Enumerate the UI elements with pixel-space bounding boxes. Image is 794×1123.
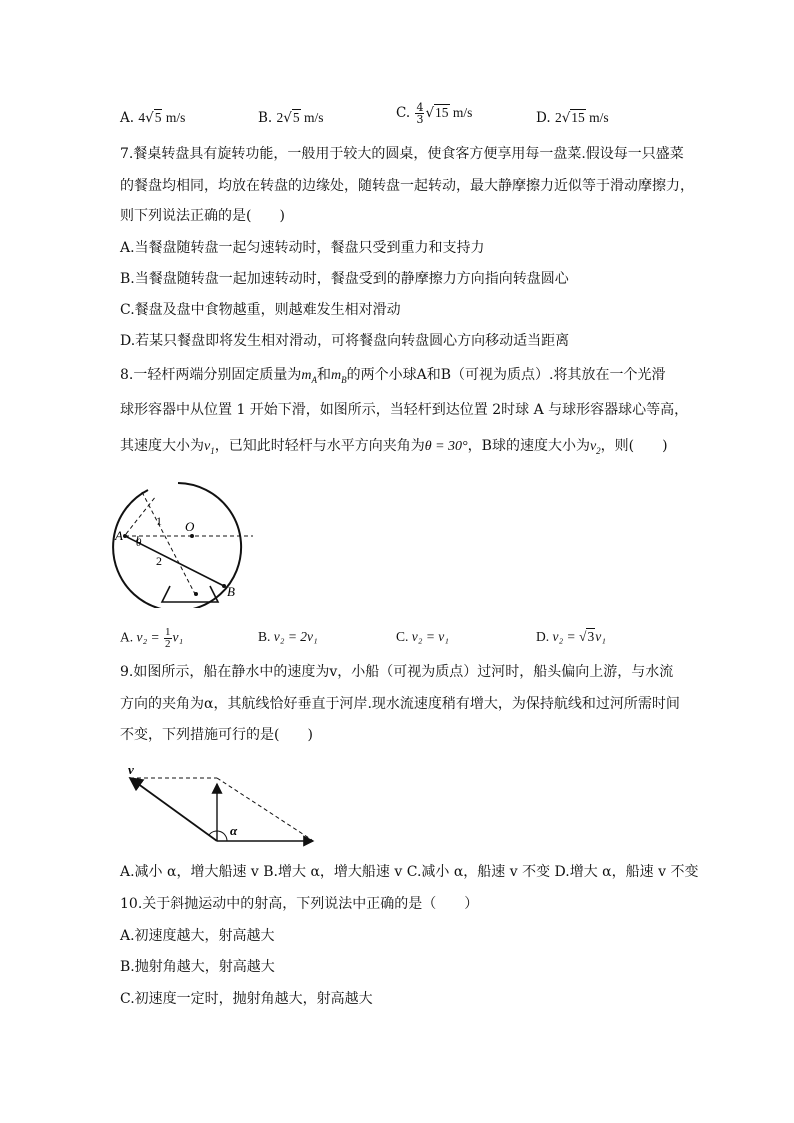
option-expression: v₁ <box>595 629 606 644</box>
label-1: 1 <box>156 514 162 528</box>
label-b: B <box>227 584 235 599</box>
angle-equation: θ = 30° <box>424 439 468 454</box>
radicand: 15 <box>571 110 585 125</box>
fraction <box>164 627 172 650</box>
option-label: C. <box>396 629 412 644</box>
q6-option-a <box>120 108 185 128</box>
ball-b-point <box>222 584 226 588</box>
q9-stem-line-3: 不变，下列措施可行的是( ) <box>120 727 313 743</box>
option-label: A. <box>120 629 137 645</box>
bottom-point <box>194 592 198 596</box>
q7-option-c: C.餐盘及盘中食物越重，则越难发生相对滑动 <box>120 302 401 318</box>
stem-text: ，则( ) <box>600 438 668 454</box>
q7-stem-line-2: 的餐盘均相同，均放在转盘的边缘处，随转盘一起转动，最大静摩擦力近似等于滑动摩擦力， <box>120 178 694 194</box>
sqrt-sign: √ <box>283 110 292 126</box>
coefficient: 2 <box>554 110 562 125</box>
q8-option-a <box>120 627 183 650</box>
stem-text: ，已知此时轻杆与水平方向夹角为 <box>214 438 425 454</box>
fraction-numerator: 1 <box>165 626 171 638</box>
radicand: 15 <box>435 105 449 120</box>
label-a: A <box>115 528 123 543</box>
stem-text: 的两个小球A和B（可视为质点）.将其放在一个光滑 <box>346 367 666 383</box>
q6-option-c <box>396 102 472 125</box>
coefficient: 4 <box>138 110 146 125</box>
option-label: C. <box>396 105 415 121</box>
option-expression: v₂ = 2v₁ <box>273 629 318 644</box>
q10-stem: 10.关于斜抛运动中的射高，下列说法中正确的是（ ） <box>120 896 479 912</box>
q8-option-c <box>396 627 449 647</box>
option-label: D. <box>536 629 553 644</box>
radicand: 5 <box>292 110 300 125</box>
q10-option-a: A.初速度越大，射高越大 <box>120 928 275 944</box>
center-point <box>190 534 194 538</box>
q7-stem-line-1: 7.餐桌转盘具有旋转功能，一般用于较大的圆桌，使食客方便享用每一盘菜.假设每一只盛菜 <box>120 146 684 162</box>
ball-a-point <box>123 534 127 538</box>
velocity-symbol: v <box>204 439 211 454</box>
option-label: A. <box>120 110 139 126</box>
stem-text: 其速度大小为 <box>120 438 204 454</box>
q10-option-c: C.初速度一定时，抛射角越大，射高越大 <box>120 991 373 1007</box>
unit: m/s <box>449 105 473 120</box>
q8-option-b <box>258 627 318 647</box>
q9-stem-line-1: 9.如图所示，船在静水中的速度为v，小船（可视为质点）过河时，船头偏向上游，与水流 <box>120 664 674 680</box>
velocity-diagram <box>118 762 328 852</box>
radicand: 5 <box>154 110 162 125</box>
stem-text: ，B球的速度大小为 <box>467 438 590 454</box>
velocity-symbol: v <box>589 439 597 454</box>
option-expression: v₂ = <box>552 629 580 644</box>
q6-option-b <box>258 108 324 128</box>
stem-text: 和 <box>316 367 331 383</box>
spherical-container-figure <box>112 478 262 608</box>
mass-subscript: B <box>341 374 347 385</box>
label-2: 2 <box>156 554 162 568</box>
fraction-denominator: 2 <box>165 638 171 650</box>
coefficient: 2 <box>276 110 284 125</box>
radicand: 3 <box>587 629 595 644</box>
label-o: O <box>185 519 195 534</box>
stem-text: 8.一轻杆两端分别固定质量为 <box>120 367 302 383</box>
label-theta: θ <box>136 537 142 549</box>
velocity-subscript: 2 <box>596 445 601 456</box>
fraction <box>415 102 424 125</box>
container-stand <box>162 586 218 602</box>
option-expression: v₂ = v₁ <box>411 629 449 644</box>
q8-stem-line-2: 球形容器中从位置 1 开始下滑，如图所示，当轻杆到达位置 2时球 A 与球形容器球心等高， <box>120 402 689 418</box>
mass-subscript: A <box>311 374 317 385</box>
option-expression: v₂ = <box>136 629 164 645</box>
label-alpha: α <box>230 823 238 838</box>
q7-option-a: A.当餐盘随转盘一起匀速转动时，餐盘只受到重力和支持力 <box>120 240 485 256</box>
q7-option-b: B.当餐盘随转盘一起加速转动时，餐盘受到的静摩擦力方向指向转盘圆心 <box>120 271 569 287</box>
option-expression: v₁ <box>172 629 184 645</box>
fraction-denominator: 3 <box>416 113 424 126</box>
q10-option-b: B.抛射角越大，射高越大 <box>120 959 275 975</box>
option-label: D. <box>536 110 555 126</box>
mass-symbol: m <box>330 368 342 383</box>
fraction-numerator: 4 <box>416 101 424 114</box>
sqrt-sign: √ <box>145 110 154 126</box>
option-label: B. <box>258 110 277 126</box>
velocity-subscript: 1 <box>210 445 215 456</box>
q7-stem-line-3: 则下列说法正确的是( ) <box>120 208 285 224</box>
rod-position-1 <box>142 492 195 594</box>
q9-stem-line-2: 方向的夹角为α，其航线恰好垂直于河岸.现水流速度稍有增大，为保持航线和过河所需时间 <box>120 696 680 712</box>
q8-stem-line-3 <box>120 436 668 461</box>
label-v: v <box>128 762 134 777</box>
sqrt-sign: √ <box>561 110 571 126</box>
q7-option-d: D.若某只餐盘即将发生相对滑动，可将餐盘向转盘圆心方向移动适当距离 <box>120 333 570 349</box>
q8-stem-line-1 <box>120 365 665 390</box>
sqrt-sign: √ <box>579 629 587 644</box>
alpha-arc <box>209 831 227 841</box>
unit: m/s <box>300 110 324 125</box>
mass-symbol: m <box>301 368 312 383</box>
q6-option-d <box>536 108 609 128</box>
unit: m/s <box>585 110 609 125</box>
q8-option-d <box>536 627 606 647</box>
container-circle <box>113 483 241 608</box>
q9-options: A.减小 α，增大船速 v B.增大 α，增大船速 v C.减小 α，船速 v 不变 D.增大 α，船速 v 不变 <box>120 864 699 880</box>
unit: m/s <box>162 110 186 125</box>
sqrt-sign: √ <box>425 105 435 121</box>
boat-velocity-arrow <box>130 778 217 841</box>
option-label: B. <box>258 629 274 644</box>
